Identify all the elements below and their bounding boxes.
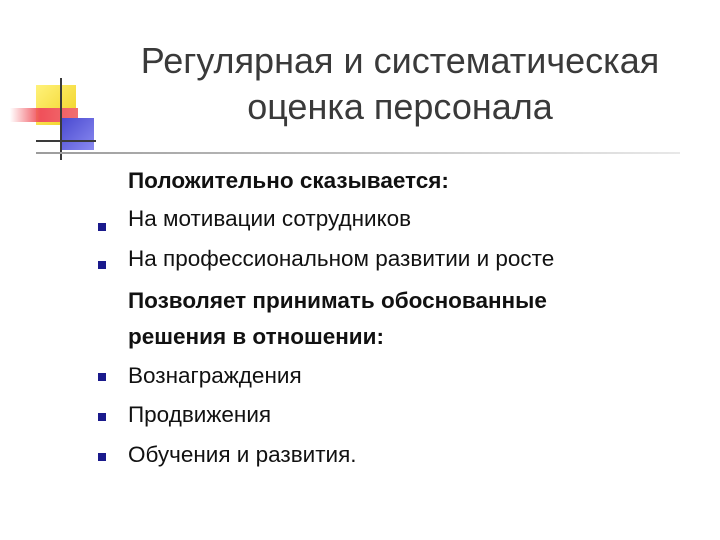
- bullet-icon: [98, 261, 106, 269]
- list-item: Продвижения: [128, 402, 272, 427]
- list-item-heading-positive: Положительно сказывается:: [128, 168, 449, 193]
- bullet-icon: [98, 453, 106, 461]
- list-item: Вознаграждения: [128, 363, 302, 388]
- title-line-1: Регулярная и систематическая: [140, 40, 660, 81]
- list-item-heading-decisions-cont: решения в отношении:: [128, 324, 384, 349]
- list-item: На мотивации сотрудников: [128, 206, 412, 231]
- title-line-2: оценка персонала: [247, 86, 553, 127]
- bullet-icon: [98, 413, 106, 421]
- bullet-icon: [98, 223, 106, 231]
- bullet-icon: [98, 373, 106, 381]
- list-item: На профессиональном развитии и росте: [128, 246, 555, 271]
- list-item-heading-decisions: Позволяет принимать обоснованные: [128, 288, 547, 313]
- list-item: Обучения и развития.: [128, 442, 357, 467]
